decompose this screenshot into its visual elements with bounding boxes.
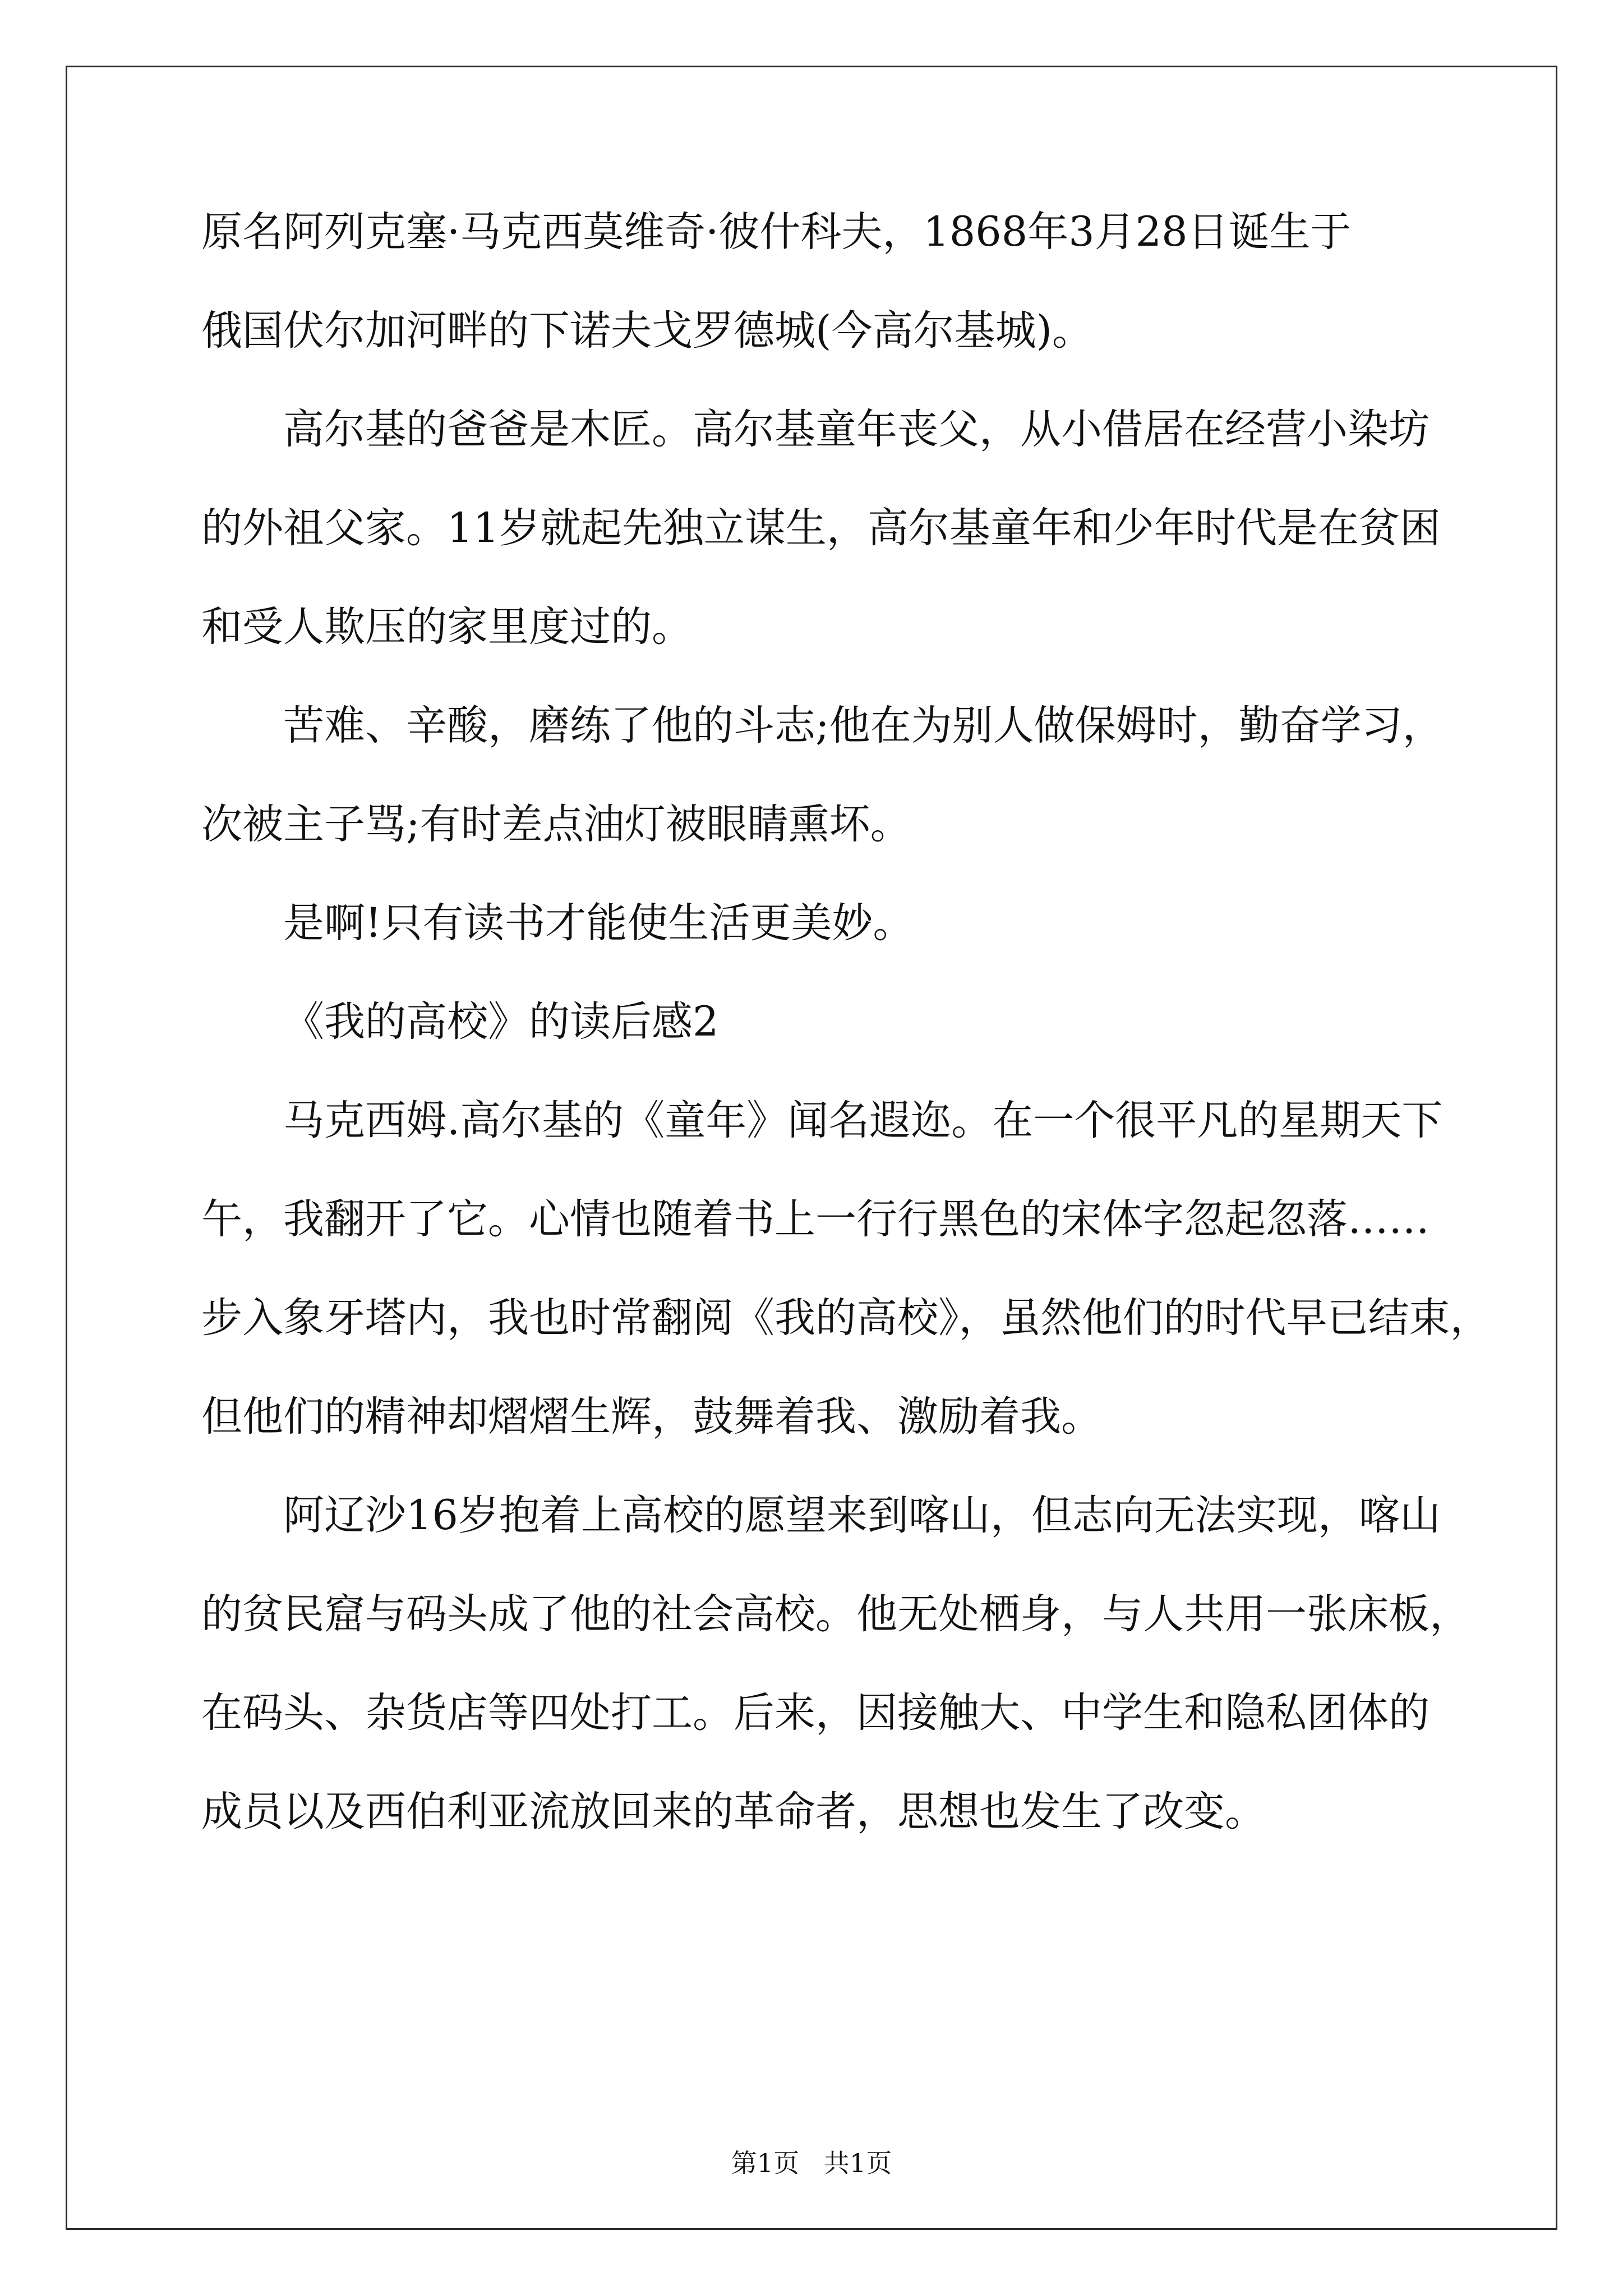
text-line: 的外祖父家。11岁就起先独立谋生，高尔基童年和少年时代是在贫困 xyxy=(201,504,1441,552)
text-line: 阿辽沙16岁抱着上高校的愿望来到喀山，但志向无法实现，喀山 xyxy=(283,1492,1441,1539)
text-line: 在码头、杂货店等四处打工。后来，因接触大、中学生和隐私团体的 xyxy=(201,1689,1430,1737)
text-line: 俄国伏尔加河畔的下诺夫戈罗德城(今高尔基城)。 xyxy=(201,307,1093,355)
text-line: 和受人欺压的家里度过的。 xyxy=(201,603,693,651)
text-line: 次被主子骂;有时差点油灯被眼睛熏坏。 xyxy=(201,800,911,848)
text-line: 马克西姆.高尔基的《童年》闻名遐迩。在一个很平凡的星期天下 xyxy=(283,1097,1443,1144)
text-line: 步入象牙塔内，我也时常翻阅《我的高校》，虽然他们的时代早已结束， xyxy=(201,1294,1491,1342)
section-heading: 《我的高校》的读后感2 xyxy=(283,998,719,1046)
text-line: 原名阿列克塞·马克西莫维奇·彼什科夫，1868年3月28日诞生于 xyxy=(201,208,1352,256)
text-line: 苦难、辛酸，磨练了他的斗志;他在为别人做保姆时，勤奋学习， xyxy=(283,702,1444,749)
text-line: 成员以及西伯利亚流放回来的革命者，思想也发生了改变。 xyxy=(201,1788,1266,1835)
text-line: 是啊!只有读书才能使生活更美妙。 xyxy=(283,899,914,947)
text-line: 的贫民窟与码头成了他的社会高校。他无处栖身，与人共用一张床板， xyxy=(201,1590,1470,1638)
page-number: 第1页 共1页 xyxy=(731,2148,892,2178)
text-line: 午，我翻开了它。心情也随着书上一行行黑色的宋体字忽起忽落…… xyxy=(201,1195,1430,1243)
text-line: 但他们的精神却熠熠生辉，鼓舞着我、激励着我。 xyxy=(201,1393,1102,1441)
page-frame xyxy=(66,66,1557,2230)
text-line: 高尔基的爸爸是木匠。高尔基童年丧父，从小借居在经营小染坊 xyxy=(283,406,1430,453)
